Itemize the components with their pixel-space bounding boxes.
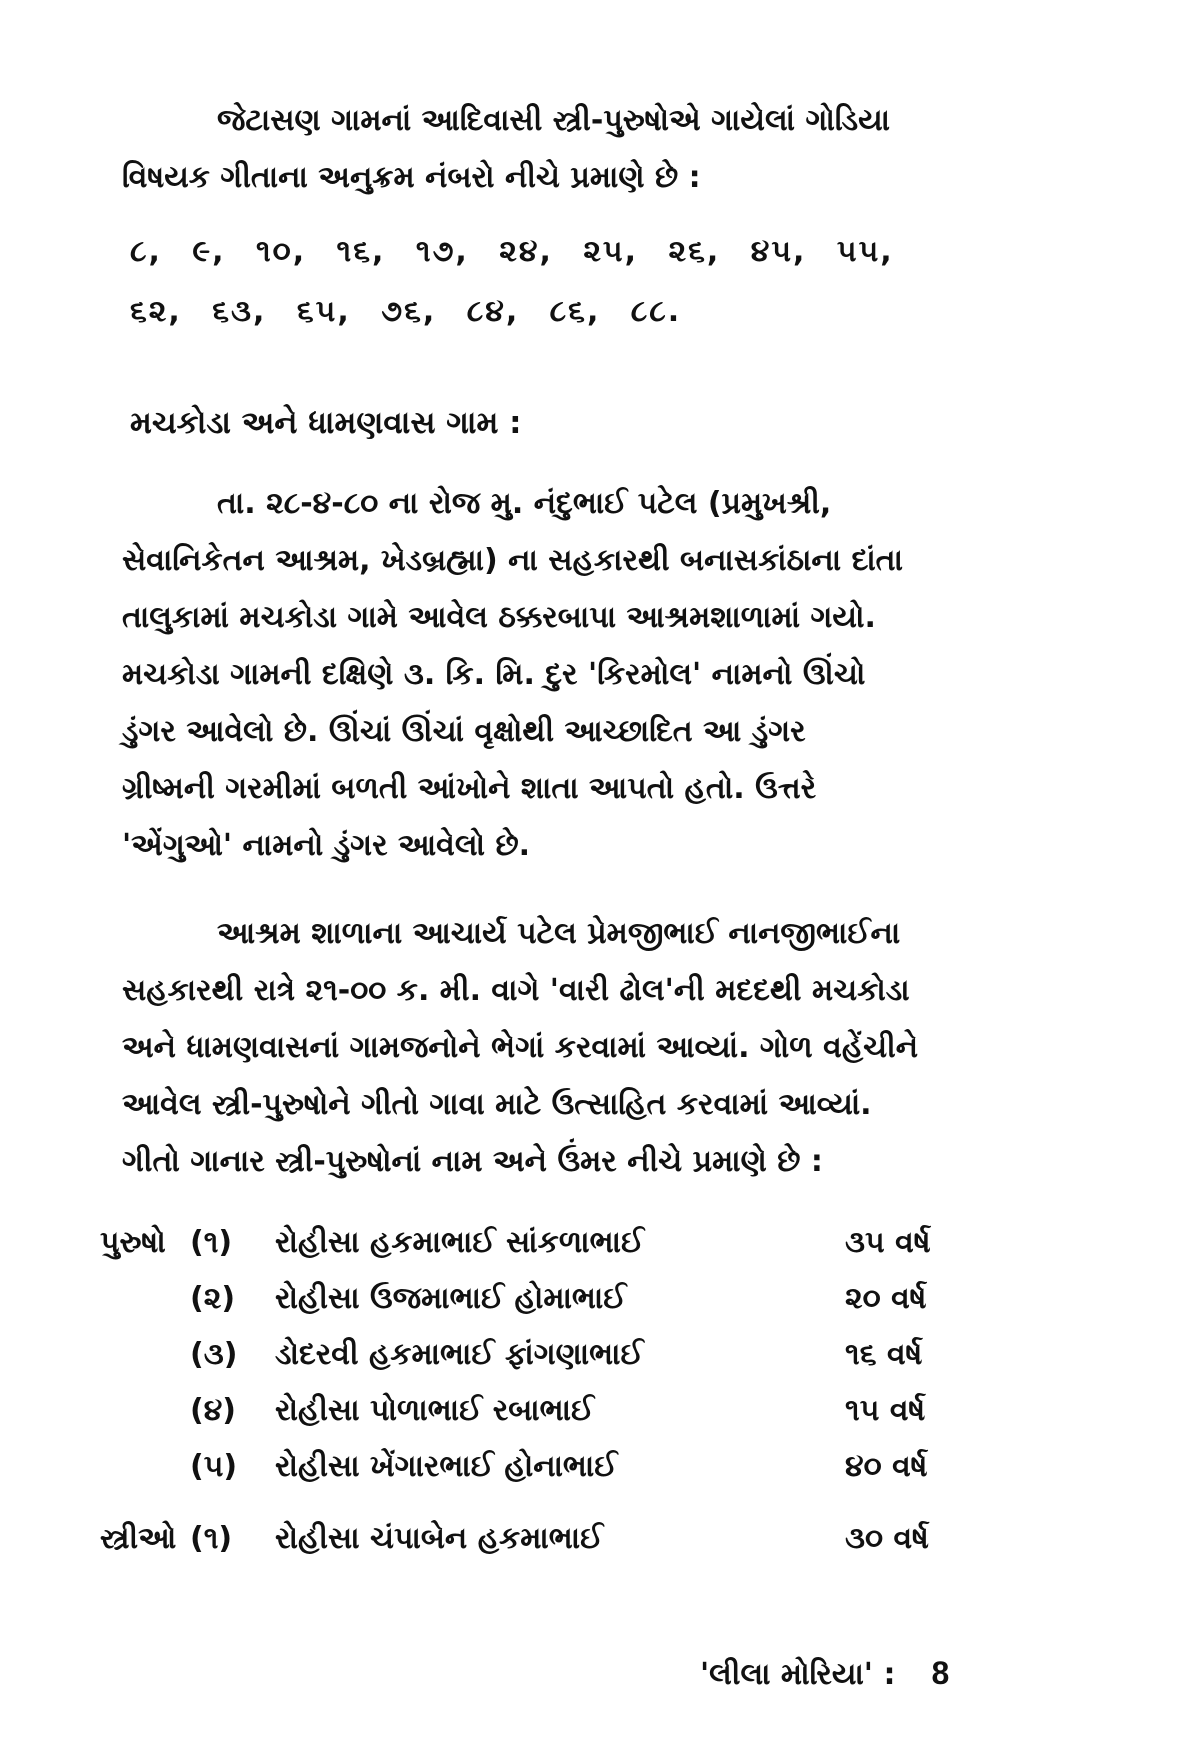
paragraph-line: ગ્રીષ્મની ગરમીમાં બળતી આંખોને શાતા આપતો હતો. ઉત્તરે	[122, 771, 817, 806]
intro-paragraph	[122, 92, 1082, 206]
song-number-line: ૮, ૯, ૧૦, ૧૬, ૧૭, ૨૪, ૨૫, ૨૬, ૪૫, ૫૫,	[130, 234, 894, 269]
male-group-label: પુરુષો	[100, 1225, 166, 1260]
book-title: 'લીલા મોરિયા' :	[700, 1657, 896, 1692]
page-number: 8	[931, 1655, 950, 1691]
paragraph-line: સહકારથી રાત્રે ૨૧-૦૦ ક. મી. વાગે 'વારી ઢોલ'ની મદદથી મચકોડા	[122, 973, 910, 1008]
paragraph-line: 'એંગુઓ' નામનો ડુંગર આવેલો છે.	[122, 828, 531, 863]
female-group-label: સ્ત્રીઓ	[100, 1521, 177, 1556]
village-description-paragraph	[122, 475, 1082, 874]
singer-number: (૧)	[190, 1225, 233, 1260]
section-heading: મચકોડા અને ધામણવાસ ગામ :	[130, 405, 522, 441]
paragraph-line: મચકોડા ગામની દક્ષિણે ૩. કિ. મિ. દુર 'કિરમોલ' નામનો ઊંચો	[122, 657, 866, 692]
intro-line: વિષયક ગીતાના અનુક્રમ નંબરો નીચે પ્રમાણે છે :	[122, 160, 701, 195]
singer-name: રોહીસા ચંપાબેન હકમાભાઈ	[275, 1521, 604, 1556]
singer-number: (૪)	[190, 1393, 237, 1428]
singer-name: ડોદરવી હકમાભાઈ ફાંગણાભાઈ	[275, 1337, 644, 1372]
singer-name: રોહીસા ઉજમાભાઈ હોમાભાઈ	[275, 1281, 627, 1316]
paragraph-line: ડુંગર આવેલો છે. ઊંચાં ઊંચાં વૃક્ષોથી આચ્છાદિત આ ડુંગર	[122, 714, 806, 749]
singer-age: ૩૫ વર્ષ	[845, 1225, 931, 1260]
paragraph-line: ગીતો ગાનાર સ્ત્રી-પુરુષોનાં નામ અને ઉંમર નીચે પ્રમાણે છે :	[122, 1144, 823, 1179]
gathering-paragraph	[122, 905, 1082, 1190]
song-number-line: ૬૨, ૬૩, ૬૫, ૭૬, ૮૪, ૮૬, ૮૮.	[130, 294, 682, 329]
singer-age: ૧૫ વર્ષ	[845, 1393, 926, 1428]
singer-name: રોહીસા ખેંગારભાઈ હોનાભાઈ	[275, 1449, 618, 1484]
singer-age: ૪૦ વર્ષ	[845, 1449, 928, 1484]
singer-number: (૨)	[190, 1281, 236, 1316]
singer-row	[100, 1511, 1020, 1567]
paragraph-line: સેવાનિકેતન આશ્રમ, ખેડબ્રહ્મા) ના સહકારથી બનાસકાંઠાના દાંતા	[122, 543, 903, 578]
singer-number: (૧)	[190, 1521, 233, 1556]
singer-name: રોહીસા પોળાભાઈ રબાભાઈ	[275, 1393, 595, 1428]
page-footer	[700, 1655, 949, 1692]
paragraph-line: તાલુકામાં મચકોડા ગામે આવેલ ઠક્કરબાપા આશ્રમશાળામાં ગયો.	[122, 600, 876, 635]
singer-row	[100, 1439, 1020, 1495]
singer-row	[100, 1327, 1020, 1383]
singer-age: ૩૦ વર્ષ	[845, 1521, 929, 1556]
singer-number: (૩)	[190, 1337, 238, 1372]
singer-name: રોહીસા હકમાભાઈ સાંકળાભાઈ	[275, 1225, 645, 1260]
singers-list	[100, 1215, 1020, 1567]
singer-age: ૧૬ વર્ષ	[845, 1337, 923, 1372]
paragraph-line: આશ્રમ શાળાના આચાર્ય પટેલ પ્રેમજીભાઈ નાનજીભાઈના	[217, 916, 901, 951]
singer-number: (૫)	[190, 1449, 238, 1484]
paragraph-line: અને ધામણવાસનાં ગામજનોને ભેગાં કરવામાં આવ્યાં. ગોળ વહેંચીને	[122, 1030, 919, 1065]
singer-age: ૨૦ વર્ષ	[845, 1281, 927, 1316]
singer-row	[100, 1383, 1020, 1439]
song-number-list	[130, 222, 1080, 342]
intro-line: જેટાસણ ગામનાં આદિવાસી સ્ત્રી-પુરુષોએ ગાયેલાં ગોડિયા	[217, 103, 891, 138]
singer-row	[100, 1215, 1020, 1271]
paragraph-line: આવેલ સ્ત્રી-પુરુષોને ગીતો ગાવા માટે ઉત્સાહિત કરવામાં આવ્યાં.	[122, 1087, 872, 1122]
paragraph-line: તા. ૨૮-૪-૮૦ ના રોજ મુ. નંદુભાઈ પટેલ (પ્રમુખશ્રી,	[217, 486, 832, 521]
singer-row	[100, 1271, 1020, 1327]
